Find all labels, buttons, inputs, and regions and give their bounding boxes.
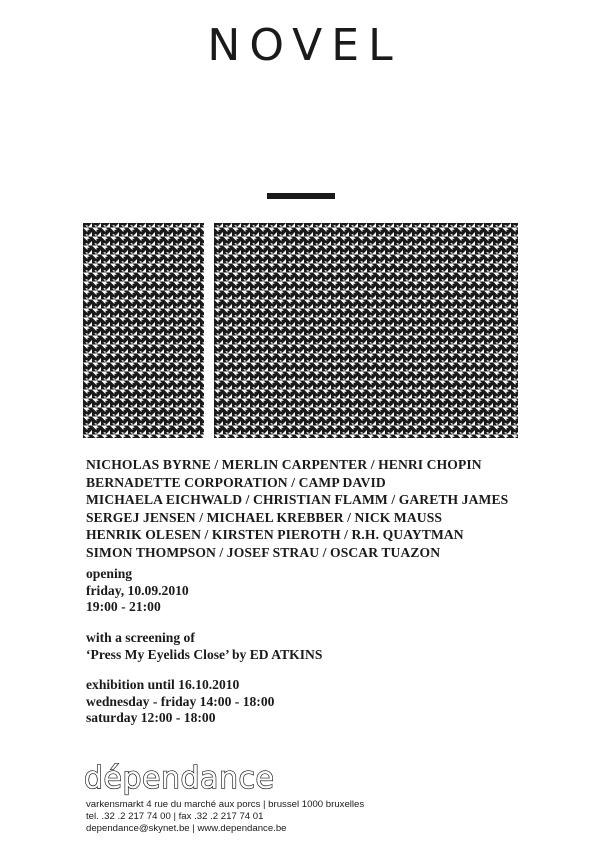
artist-line: NICHOLAS BYRNE / MERLIN CARPENTER / HENRI CHOPIN: [86, 457, 482, 472]
gallery-email-web: dependance@skynet.be | www.dependance.be: [86, 823, 287, 835]
artist-line: SERGEJ JENSEN / MICHAEL KREBBER / NICK MAUSS: [86, 509, 443, 525]
gallery-contact: [86, 799, 364, 836]
artist-list: [86, 456, 566, 561]
artist-line: SIMON THOMPSON / JOSEF STRAU / OSCAR TUAZON: [86, 544, 441, 560]
gallery-phone: tel. .32 .2 217 74 00 | fax .32 .2 217 74 01: [86, 811, 264, 823]
opening-info: [86, 566, 189, 616]
exhibition-info: [86, 677, 274, 727]
houndstooth-panel-left: [83, 223, 204, 438]
artist-line: MICHAELA EICHWALD / CHRISTIAN FLAMM / GARETH JAMES: [86, 492, 509, 507]
title-divider: [267, 193, 335, 199]
opening-time: 19:00 - 21:00: [86, 599, 161, 614]
hours-weekdays: wednesday - friday 14:00 - 18:00: [86, 693, 275, 709]
gallery-logo: [84, 763, 274, 795]
opening-label: opening: [86, 566, 133, 581]
screening-title: ‘Press My Eyelids Close’ by ED ATKINS: [86, 646, 323, 662]
houndstooth-panel-right: [214, 223, 518, 438]
artist-line: BERNADETTE CORPORATION / CAMP DAVID: [86, 474, 386, 490]
gallery-address: varkensmarkt 4 rue du marché aux porcs | brussel 1000 bruxelles: [86, 799, 365, 810]
exhibition-until: exhibition until 16.10.2010: [86, 677, 240, 692]
hours-saturday: saturday 12:00 - 18:00: [86, 710, 216, 725]
artist-line: HENRIK OLESEN / KIRSTEN PIEROTH / R.H. QUAYTMAN: [86, 527, 464, 542]
gallery-name: dépendance: [84, 761, 275, 796]
screening-info: [86, 630, 322, 663]
exhibition-title: NOVEL: [207, 20, 402, 71]
opening-date: friday, 10.09.2010: [86, 582, 189, 598]
screening-intro: with a screening of: [86, 630, 195, 645]
